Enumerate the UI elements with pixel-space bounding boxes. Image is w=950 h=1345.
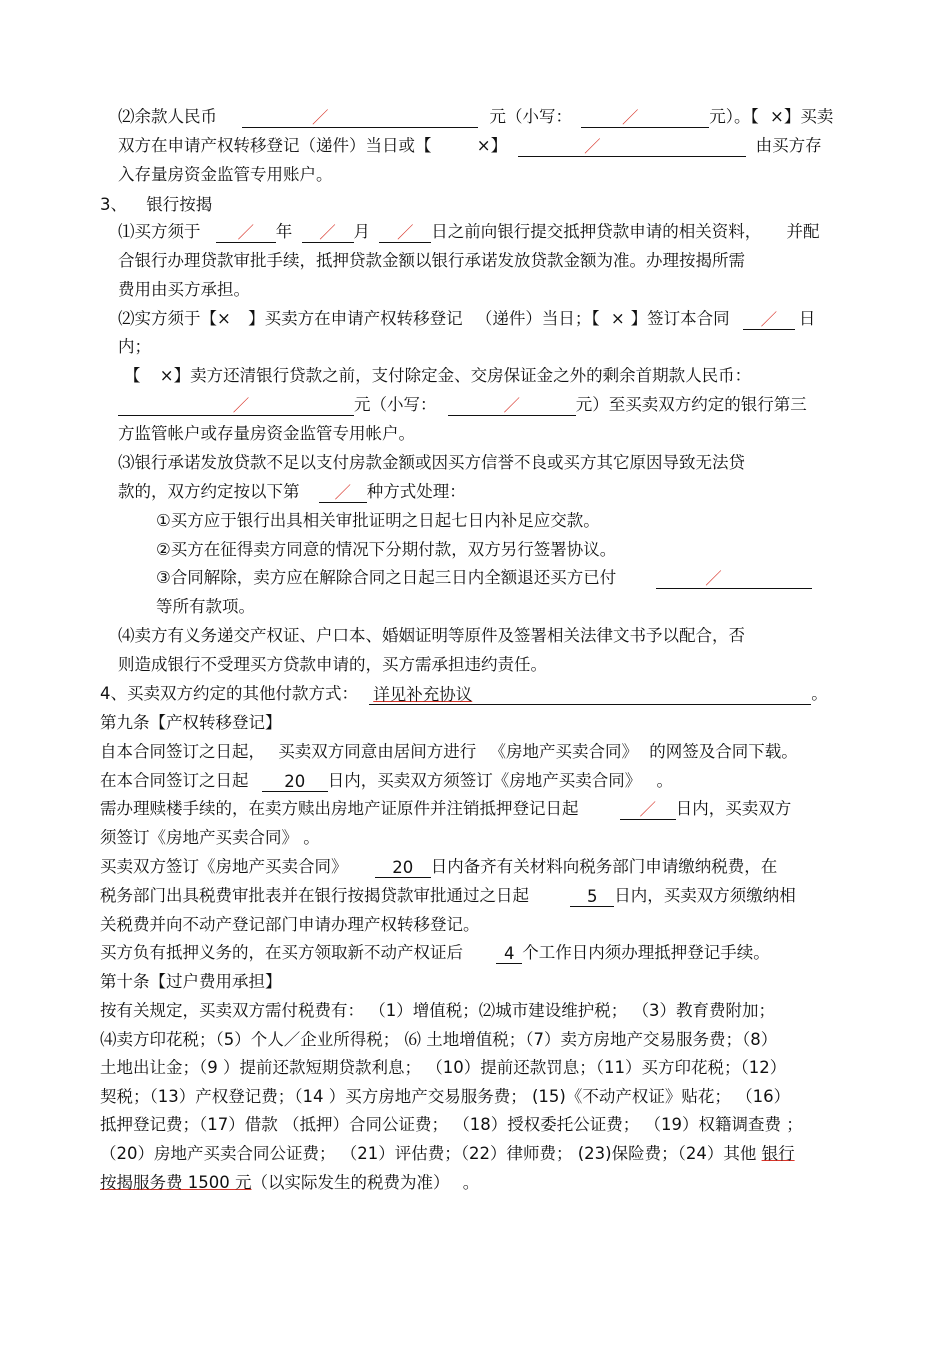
- text: 关税费并向不动产登记部门申请办理产权转移登记。: [100, 915, 480, 934]
- text: 买卖双方签订《房地产买卖合同》: [100, 857, 348, 876]
- text: 《房地产买卖合同》: [489, 742, 638, 761]
- text: ⑴买方须于: [118, 222, 201, 241]
- text: 。: [811, 684, 828, 703]
- field-other-payment[interactable]: 详见补充协议: [369, 684, 811, 705]
- field-sign-days[interactable]: 20: [262, 771, 328, 792]
- blank-year[interactable]: ／: [216, 222, 276, 243]
- line-seller-deadline: [118, 308, 815, 330]
- text: 双方在申请产权转移登记（递件）当日或【: [118, 136, 432, 155]
- text: 由买方存: [755, 136, 822, 155]
- text: 月: [353, 222, 370, 241]
- text: 个工作日内须办理抵押登记手续。: [522, 943, 770, 962]
- text: 4、买卖双方约定的其他付款方式：: [100, 684, 358, 703]
- blank-method-number[interactable]: ／: [319, 482, 367, 503]
- fees-line-6: [100, 1143, 795, 1165]
- text: 种方式处理：: [366, 482, 466, 501]
- blank-month[interactable]: ／: [302, 222, 354, 243]
- text: ×: [610, 309, 625, 328]
- line-tax-pay: [100, 885, 796, 907]
- line-method-choice: [118, 481, 466, 503]
- line-supervision-account: 入存量房资金监管专用账户。: [118, 165, 333, 184]
- text: 日内，买卖双方须签订《房地产买卖合同》: [327, 771, 642, 790]
- blank-first-payment-figure[interactable]: ／: [448, 395, 576, 416]
- line-seller-repay: [124, 365, 751, 387]
- line-redemption: [100, 798, 791, 820]
- text: ③合同解除，卖方应在解除合同之日起三日内全额退还买方已付: [156, 568, 617, 587]
- blank-refund-items[interactable]: ／: [656, 568, 812, 589]
- text: 税务部门出具税费审批表并在银行按揭贷款审批通过之日起: [100, 886, 529, 905]
- field-other-fee-cont[interactable]: 按揭服务费 1500 元: [100, 1173, 252, 1192]
- text: 须签订《房地产买卖合同》 。: [100, 828, 320, 847]
- line-balance-deposit: [118, 135, 822, 157]
- section-number: 3、: [100, 195, 127, 214]
- fees-line-1: 按有关规定，买卖双方需付税费有： （1）增值税；⑵城市建设维护税； （3）教育费附加；: [100, 1001, 775, 1020]
- text: 元（小写：: [354, 395, 437, 414]
- section-3-heading: [100, 194, 212, 216]
- text: （以实际发生的税费为准）: [251, 1173, 450, 1192]
- text: ×】卖方还清银行贷款之前，支付除定金、交房保证金之外的剩余首期款人民币：: [159, 366, 752, 385]
- text: 等所有款项。: [156, 597, 255, 616]
- text: 日内，买卖双方须缴纳相: [614, 886, 796, 905]
- text: 日内，买卖双方: [675, 799, 792, 818]
- text: 则造成银行不受理买方贷款申请的，买方需承担违约责任。: [118, 655, 547, 674]
- field-tax-prep-days[interactable]: 20: [375, 857, 431, 878]
- text: 。: [462, 1173, 480, 1192]
- blank-balance-figure[interactable]: ／: [581, 107, 709, 128]
- text: ⑵余款人民币: [118, 107, 217, 126]
- text: 内；: [118, 337, 151, 356]
- line-loan-cost: 费用由买方承担。: [118, 280, 250, 299]
- fees-line-4: 契税；（13）产权登记费；（14 ）买方房地产交易服务费； (15)《不动产权证》贴花； （16）: [100, 1087, 791, 1106]
- blank-first-payment-rmb[interactable]: ／: [118, 395, 354, 416]
- text: 】签订本合同: [630, 309, 730, 328]
- field-tax-pay-days[interactable]: 5: [570, 886, 614, 907]
- line-balance-amount: [118, 106, 833, 128]
- blank-redemption-days[interactable]: ／: [620, 799, 676, 820]
- line-loan-shortfall: ⑶银行承诺发放贷款不足以支付房款金额或因买方信誉不良或买方其它原因导致无法贷: [118, 453, 745, 472]
- text: 日内备齐有关材料向税务部门申请缴纳税费，在: [430, 857, 778, 876]
- text: ⑵实方须于【×: [118, 309, 231, 328]
- blank-day[interactable]: ／: [379, 222, 431, 243]
- field-mortgage-days[interactable]: 4: [496, 943, 522, 964]
- fees-line-2: ⑷卖方印花税；（5）个人／企业所得税； ⑹ 土地增值税；（7）卖方房地产交易服务费；（8）: [100, 1030, 778, 1049]
- section-title: 银行按揭: [146, 195, 213, 214]
- text: （20）房地产买卖合同公证费； （21）评估费；（22）律师费； (23)保险费；（24）其他: [100, 1144, 757, 1163]
- article-9-heading: 第九条【产权转移登记】: [100, 713, 282, 732]
- text: 日: [798, 309, 816, 328]
- text: 买方负有抵押义务的，在买方领取新不动产权证后: [100, 943, 463, 962]
- line-online-signing: [100, 741, 798, 763]
- field-other-fee[interactable]: 银行: [761, 1144, 795, 1163]
- text: 元（小写：: [489, 107, 572, 126]
- fees-line-5: 抵押登记费；（17）借款 （抵押）合同公证费； （18）授权委托公证费； （19）权籍调查费 ；: [100, 1115, 803, 1134]
- text: ×】买卖: [770, 107, 834, 126]
- text: 元）至买卖双方约定的银行第三: [575, 395, 807, 414]
- text: 自本合同签订之日起，: [100, 742, 265, 761]
- text: 的网签及合同下载。: [649, 742, 798, 761]
- option-3: [156, 567, 812, 589]
- text: 方监管帐户或存量房资金监管专用帐户。: [118, 424, 415, 443]
- line-first-payment: [118, 394, 807, 416]
- line-tax-prep: [100, 856, 777, 878]
- line-loan-deadline: [118, 221, 820, 243]
- blank-deposit-account[interactable]: ／: [518, 136, 746, 157]
- option-1: ①买方应于银行出具相关审批证明之日起七日内补足应交款。: [156, 511, 600, 530]
- line-seller-duty: ⑷卖方有义务递交产权证、户口本、婚姻证明等原件及签署相关法律文书予以配合，否: [118, 626, 745, 645]
- line-sign-within: [100, 770, 673, 792]
- text: 【: [124, 366, 141, 385]
- text: 并配: [786, 222, 820, 241]
- text: 需办理赎楼手续的，在卖方赎出房地产证原件并注销抵押登记日起: [100, 799, 579, 818]
- text: 元）。【: [709, 107, 759, 126]
- text: 年: [275, 222, 293, 241]
- option-2: ②买方在征得卖方同意的情况下分期付款，双方另行签署协议。: [156, 540, 617, 559]
- text: 日之前向银行提交抵押贷款申请的相关资料，: [431, 222, 762, 241]
- text: 。: [656, 771, 673, 790]
- text: 买卖双方同意由居间方进行: [278, 742, 477, 761]
- text: （递件）当日；【: [475, 309, 600, 328]
- text: ×】: [476, 136, 508, 155]
- text: 在本合同签订之日起: [100, 771, 249, 790]
- line-loan-approval: 合银行办理贷款审批手续，抵押贷款金额以银行承诺发放贷款金额为准。办理按揭所需: [118, 251, 745, 270]
- article-10-heading: 第十条【过户费用承担】: [100, 972, 282, 991]
- fees-line-3: 土地出让金；（9 ）提前还款短期贷款利息； （10）提前还款罚息；（11）买方印花税；（12）: [100, 1058, 787, 1077]
- text: 】买卖方在申请产权转移登记: [248, 309, 463, 328]
- text: 款的，双方约定按以下第: [118, 482, 300, 501]
- line-other-payment: [100, 683, 828, 705]
- fees-line-7: [100, 1172, 479, 1194]
- blank-sign-days[interactable]: ／: [743, 309, 795, 330]
- line-mortgage-reg: [100, 942, 770, 964]
- blank-balance-rmb[interactable]: ／: [242, 107, 478, 128]
